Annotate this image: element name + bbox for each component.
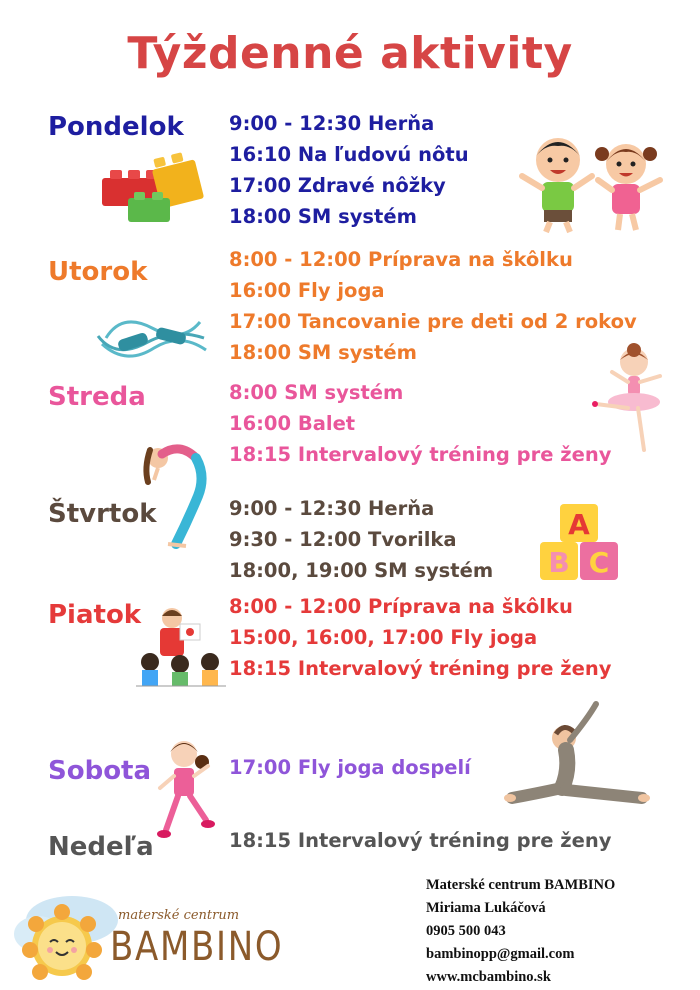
contact-phone: 0905 500 043 bbox=[426, 923, 506, 939]
activity: 16:00 Balet bbox=[229, 412, 356, 435]
contact-block bbox=[426, 874, 615, 989]
activities-wednesday bbox=[229, 377, 611, 470]
logo-wordmark: BAMBINO bbox=[110, 924, 284, 970]
activity: 18:00 SM systém bbox=[229, 205, 417, 228]
svg-text:B: B bbox=[548, 546, 570, 579]
activity: 17:00 Tancovanie pre deti od 2 rokov bbox=[229, 310, 637, 333]
day-sunday: Nedeľa bbox=[48, 832, 154, 862]
contact-web: www.mcbambino.sk bbox=[426, 969, 551, 985]
activities-saturday bbox=[229, 752, 471, 783]
contact-person: Miriama Lukáčová bbox=[426, 900, 546, 916]
yoga-woman-icon bbox=[140, 436, 212, 550]
teacher-with-kids-icon bbox=[136, 604, 226, 688]
ballerina-icon bbox=[590, 342, 676, 454]
day-saturday: Sobota bbox=[48, 756, 152, 786]
activities-monday bbox=[229, 108, 469, 232]
activity: 18:15 Intervalový tréning pre ženy bbox=[229, 443, 612, 466]
jump-rope-icon bbox=[92, 308, 212, 366]
day-friday: Piatok bbox=[48, 600, 142, 630]
activity: 16:00 Fly joga bbox=[229, 279, 385, 302]
activity: 18:15 Intervalový tréning pre ženy bbox=[229, 829, 612, 852]
activity: 18:00 SM systém bbox=[229, 341, 417, 364]
contact-email: bambinopp@gmail.com bbox=[426, 946, 575, 962]
activities-tuesday bbox=[229, 244, 637, 368]
activity: 9:00 - 12:30 Herňa bbox=[229, 497, 435, 520]
logo-subtitle: materské centrum bbox=[118, 908, 240, 923]
activity: 8:00 - 12:00 Príprava na škôlku bbox=[229, 248, 573, 271]
day-wednesday: Streda bbox=[48, 382, 146, 412]
day-monday: Pondelok bbox=[48, 112, 184, 142]
activity: 18:00, 19:00 SM systém bbox=[229, 559, 494, 582]
svg-text:A: A bbox=[568, 508, 590, 541]
activity: 9:00 - 12:30 Herňa bbox=[229, 112, 435, 135]
activity: 18:15 Intervalový tréning pre ženy bbox=[229, 657, 612, 680]
contact-org: Materské centrum BAMBINO bbox=[426, 877, 616, 893]
running-girl-icon bbox=[154, 736, 216, 842]
bambino-sun-logo-icon bbox=[12, 888, 122, 984]
activities-sunday bbox=[229, 825, 611, 856]
activity: 17:00 Zdravé nôžky bbox=[229, 174, 446, 197]
activity: 15:00, 16:00, 17:00 Fly joga bbox=[229, 626, 538, 649]
activities-thursday bbox=[229, 493, 493, 586]
page-title: Týždenné aktivity bbox=[127, 28, 573, 79]
svg-text:C: C bbox=[588, 546, 610, 579]
activity: 8:00 SM systém bbox=[229, 381, 404, 404]
yoga-pose-woman-icon bbox=[504, 698, 650, 806]
activities-friday bbox=[229, 591, 611, 684]
happy-kids-icon bbox=[518, 132, 668, 236]
activity: 16:10 Na ľudovú nôtu bbox=[229, 143, 469, 166]
day-thursday: Štvrtok bbox=[48, 499, 157, 529]
activity: 17:00 Fly joga dospelí bbox=[229, 756, 471, 779]
activity: 8:00 - 12:00 Príprava na škôlku bbox=[229, 595, 573, 618]
day-tuesday: Utorok bbox=[48, 257, 148, 287]
activity: 9:30 - 12:00 Tvorilka bbox=[229, 528, 457, 551]
abc-blocks-icon bbox=[538, 500, 622, 584]
lego-bricks-icon bbox=[98, 150, 210, 226]
